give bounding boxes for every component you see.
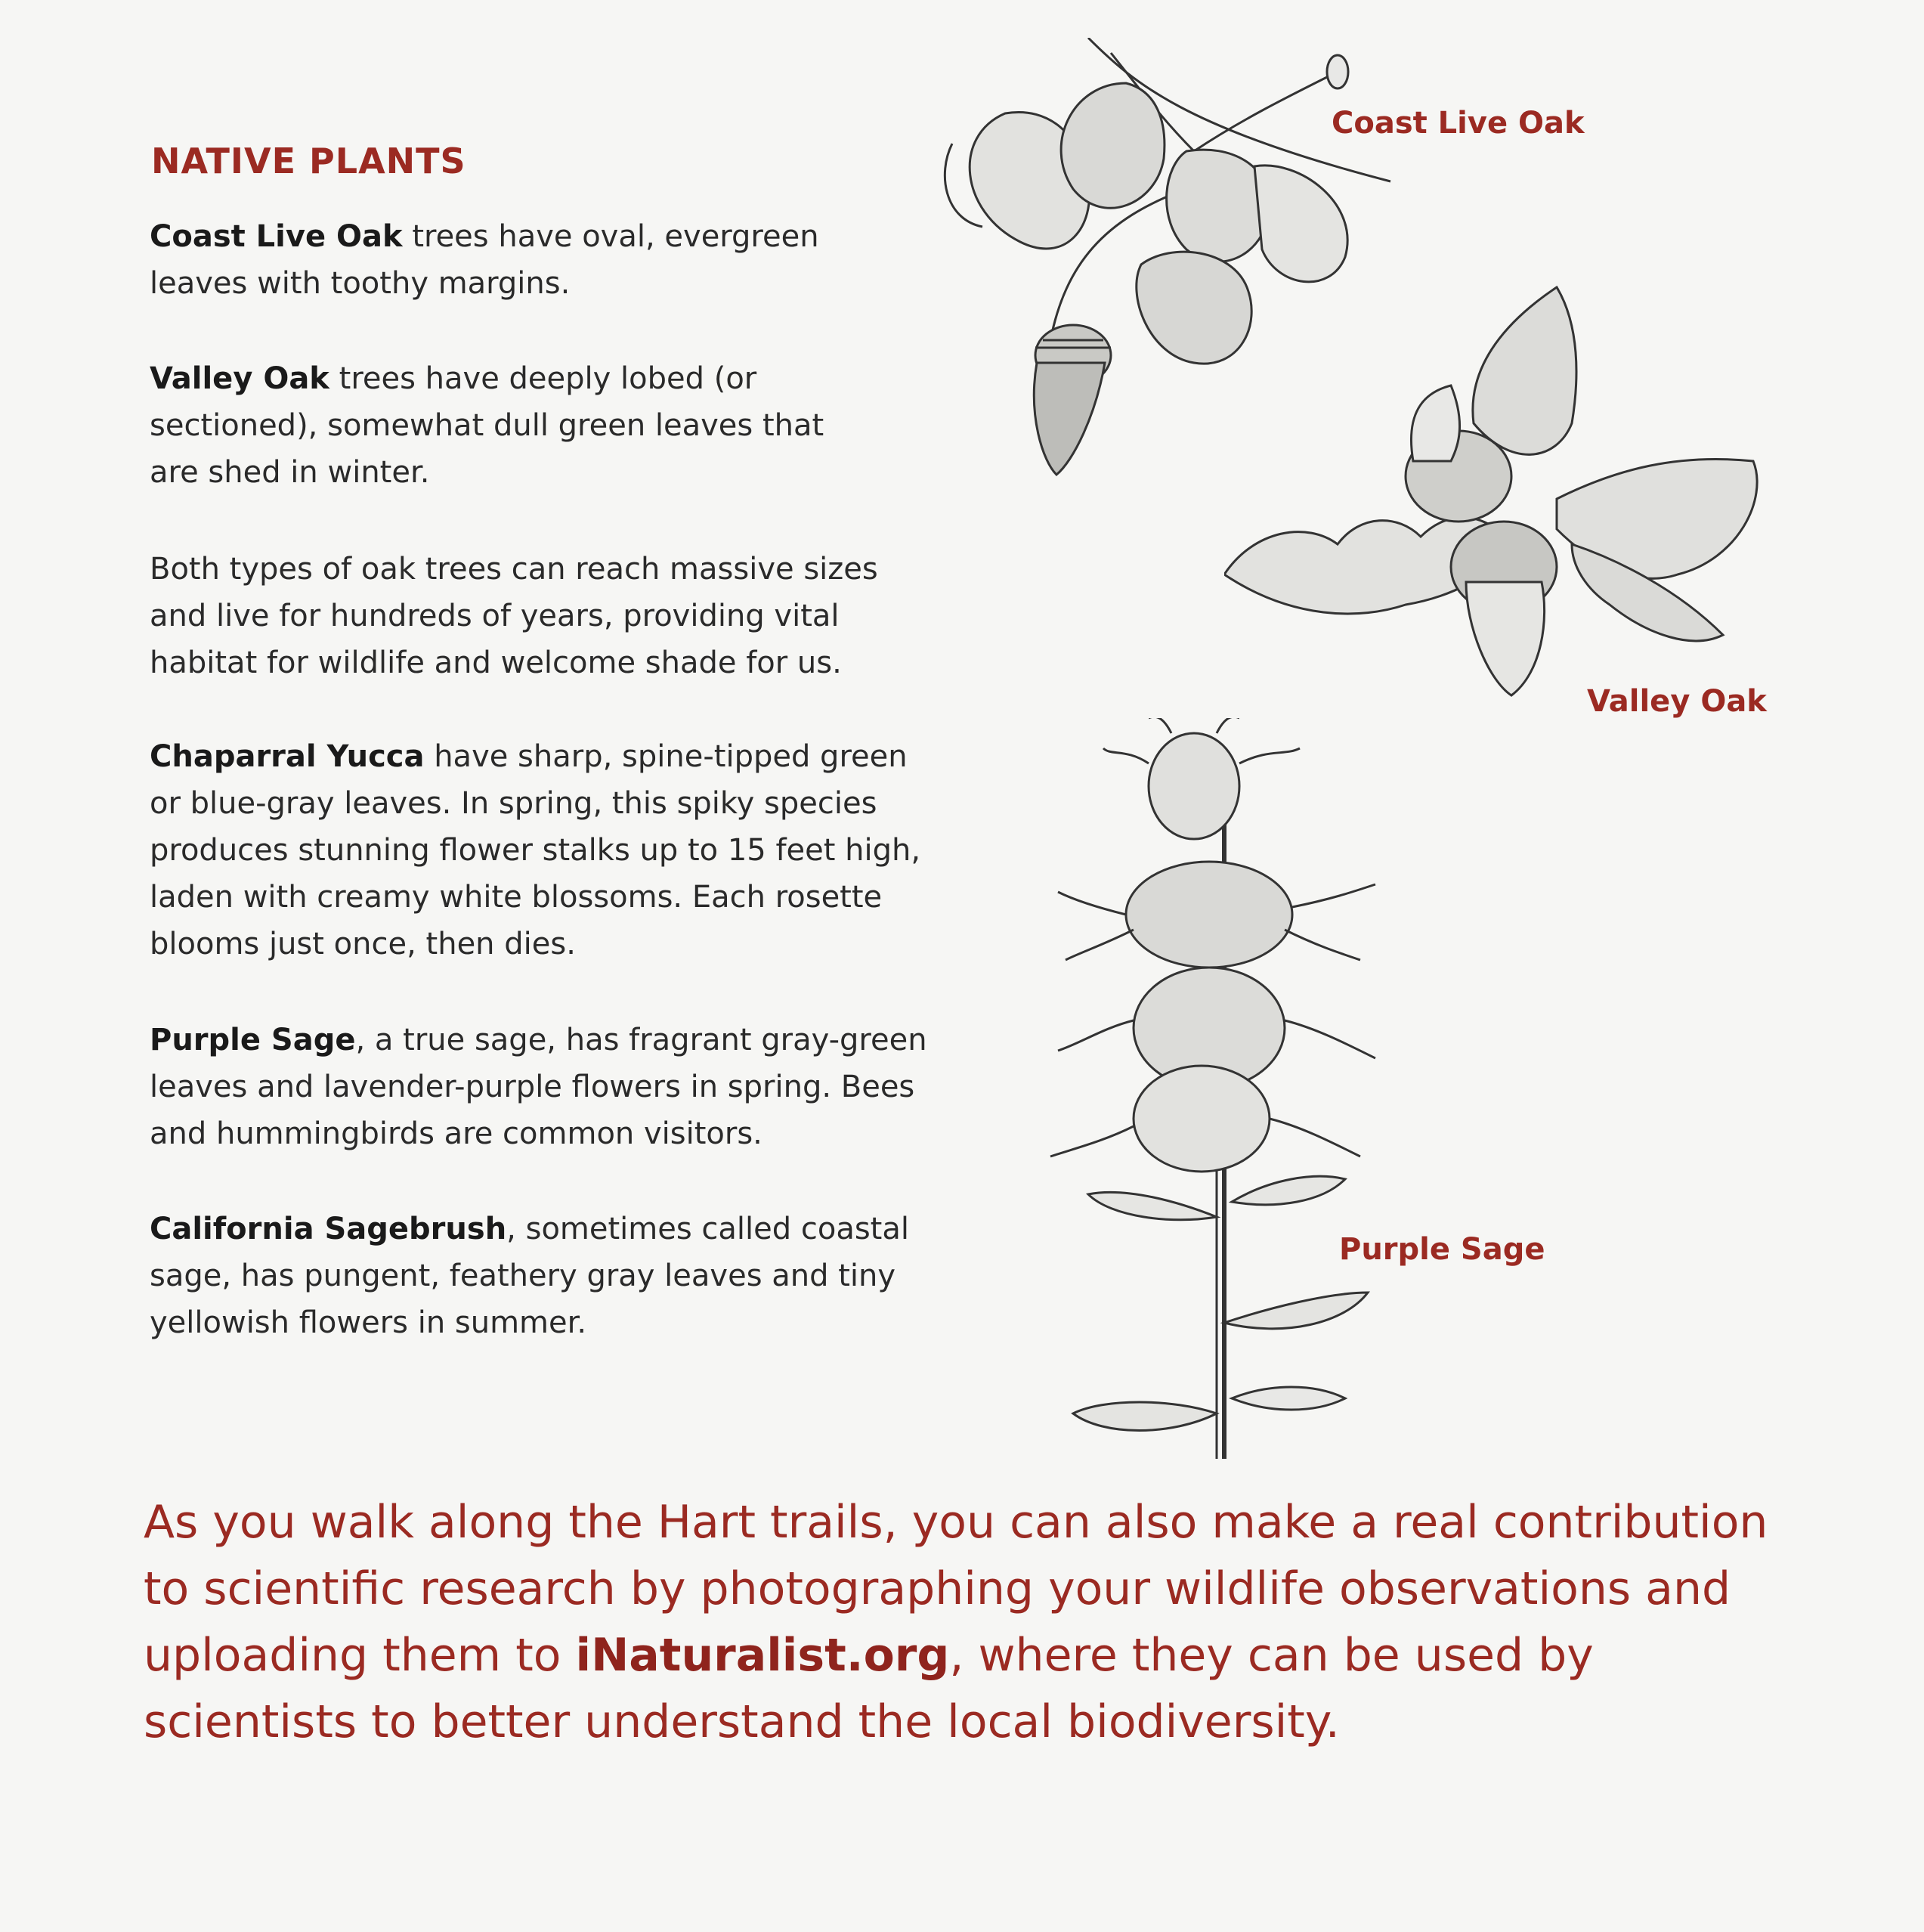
- paragraph-valley-oak: [150, 355, 875, 496]
- plant-description: trees have deeply lobed (or sectioned), somewhat dull green leaves that are shed in winter.: [150, 361, 824, 490]
- plant-description: , sometimes called coastal sage, has pungent, feathery gray leaves and tiny yellowish flowers in summer.: [150, 1212, 909, 1340]
- plant-name: California Sagebrush: [150, 1212, 507, 1246]
- plant-description: have sharp, spine-tipped green or blue-gray leaves. In spring, this spiky species produces stunning flower stalks up to 15 feet high, laden with creamy white blossoms. Each rosette blooms just once, then dies.: [150, 739, 921, 961]
- plant-name: Chaparral Yucca: [150, 739, 425, 774]
- plant-description: trees have oval, evergreen leaves with toothy margins.: [150, 219, 819, 301]
- illustration-label-purple-sage: Purple Sage: [1339, 1232, 1545, 1267]
- lobed-oak-leaves-with-acorns-icon: [1224, 272, 1783, 711]
- inaturalist-callout: [144, 1489, 1806, 1755]
- paragraph-coast-live-oak: [150, 213, 905, 307]
- section-heading: NATIVE PLANTS: [151, 141, 466, 181]
- callout-text-before: As you walk along the Hart trails, you can also make a real contribution to scientific research by photographing your wildlife observations and uploading them to: [144, 1496, 1768, 1682]
- paragraph-chaparral-yucca: [150, 733, 943, 968]
- paragraph-california-sagebrush: [150, 1206, 920, 1346]
- inaturalist-link[interactable]: iNaturalist.org: [575, 1629, 950, 1682]
- sage-flower-stalk-icon: [1043, 718, 1406, 1459]
- illustration-label-coast-live-oak: Coast Live Oak: [1332, 106, 1585, 141]
- illustration-label-valley-oak: Valley Oak: [1587, 684, 1767, 719]
- plant-description: , a true sage, has fragrant gray-green leaves and lavender-purple flowers in spring. Bees and hummingbirds are common visitors.: [150, 1023, 927, 1151]
- callout-text-after: , where they can be used by scientists to better understand the local biodiversity.: [144, 1629, 1594, 1748]
- plant-name: Valley Oak: [150, 361, 329, 396]
- plant-name: Purple Sage: [150, 1023, 356, 1057]
- paragraph-purple-sage: [150, 1017, 951, 1157]
- paragraph-both-oaks: Both types of oak trees can reach massive sizes and live for hundreds of years, providing vital habitat for wildlife and welcome shade for us.: [150, 552, 878, 680]
- plant-name: Coast Live Oak: [150, 219, 403, 254]
